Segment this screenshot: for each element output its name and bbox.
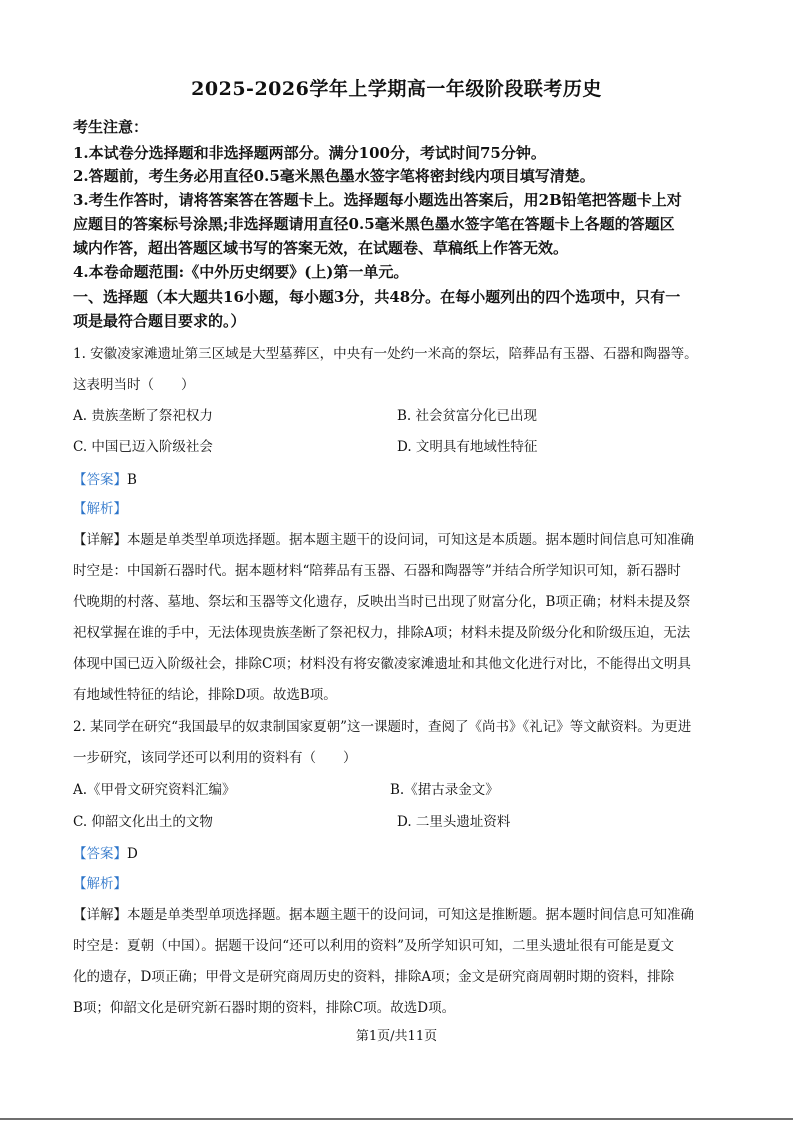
notice-line-6: 4.本卷命题范围:《中外历史纲要》(上)第一单元。	[73, 263, 409, 281]
question-1-stem-line-2: 这表明当时（ ）	[73, 377, 195, 393]
question-1-analysis-tag: 【解析】	[73, 501, 127, 517]
question-2-stem-line-1: 2. 某同学在研究“我国最早的奴隶制国家夏朝”这一课题时，查阅了《尚书》《礼记》等文献资料。为更进	[73, 719, 692, 735]
question-1-option-c: C. 中国已迈入阶级社会	[73, 439, 213, 455]
detail-tag: 【详解】	[73, 532, 127, 548]
page-title: 2025-2026学年上学期高一年级阶段联考历史	[191, 78, 602, 100]
question-2-answer	[73, 842, 138, 862]
question-1-detail-line-1	[73, 528, 694, 548]
detail-text: 本题是单类型单项选择题。据本题主题干的设问词，可知这是本质题。据本题时间信息可知准确	[127, 532, 694, 548]
question-2-option-a: A.《甲骨文研究资料汇编》	[73, 782, 236, 798]
page-number: 第1页/共11页	[355, 1029, 438, 1044]
question-2-option-d: D. 二里头遗址资料	[397, 814, 511, 830]
detail-tag: 【详解】	[73, 907, 127, 923]
question-1-option-b: B. 社会贫富分化已出现	[397, 408, 538, 424]
answer-value: B	[127, 472, 137, 488]
question-2-stem-line-2: 一步研究，该同学还可以利用的资料有（ ）	[73, 750, 357, 766]
question-2-detail-line-1	[73, 903, 694, 923]
question-2-option-c: C. 仰韶文化出土的文物	[73, 814, 213, 830]
question-1-stem-line-1: 1. 安徽凌家滩遗址第三区域是大型墓葬区，中央有一处约一米高的祭坛，陪葬品有玉器、石器和陶器等。	[73, 346, 698, 362]
question-1-option-d: D. 文明具有地域性特征	[397, 439, 538, 455]
section-heading-line-2: 项是最符合题目要求的。）	[73, 312, 246, 330]
question-1-detail-line-3: 代晚期的村落、墓地、祭坛和玉器等文化遗存，反映出当时已出现了财富分化，B项正确；材料未提及祭	[73, 594, 691, 610]
notice-line-3: 3.考生作答时，请将答案答在答题卡上。选择题每小题选出答案后，用2B铅笔把答题卡上对	[73, 191, 682, 209]
notice-line-5: 域内作答，超出答题区域书写的答案无效，在试题卷、草稿纸上作答无效。	[73, 239, 569, 257]
notice-line-1: 1.本试卷分选择题和非选择题两部分。满分100分，考试时间75分钟。	[73, 144, 546, 162]
question-2-detail-line-4: B项；仰韶文化是研究新石器时期的资料，排除C项。故选D项。	[73, 1000, 456, 1016]
section-heading-line-1: 一、选择题（本大题共16小题，每小题3分，共48分。在每小题列出的四个选项中，只有一	[73, 288, 681, 306]
answer-tag: 【答案】	[73, 846, 127, 862]
answer-tag: 【答案】	[73, 472, 127, 488]
notice-line-4: 应题目的答案标号涂黑;非选择题请用直径0.5毫米黑色墨水签字笔在答题卡上各题的答题区	[73, 215, 675, 233]
question-2-analysis-tag: 【解析】	[73, 876, 127, 892]
notice-heading: 考生注意：	[73, 118, 149, 136]
question-2-detail-line-3: 化的遗存，D项正确；甲骨文是研究商周历史的资料，排除A项；金文是研究商周朝时期的资料，排除	[73, 969, 675, 985]
question-2-option-b: B.《捃古录金文》	[390, 782, 499, 798]
question-1-detail-line-4: 祀权掌握在谁的手中，无法体现贵族垄断了祭祀权力，排除A项；材料未提及阶级分化和阶级压迫，无法	[73, 625, 691, 641]
question-1-detail-line-2: 时空是：中国新石器时代。据本题材料“陪葬品有玉器、石器和陶器等”并结合所学知识可知，新石器时	[73, 563, 681, 579]
notice-line-2: 2.答题前，考生务必用直径0.5毫米黑色墨水签字笔将密封线内项目填写清楚。	[73, 167, 595, 185]
question-1-detail-line-6: 有地域性特征的结论，排除D项。故选B项。	[73, 687, 337, 703]
question-1-detail-line-5: 体现中国已迈入阶级社会，排除C项；材料没有将安徽凌家滩遗址和其他文化进行对比，不能得出文明具	[73, 656, 691, 672]
question-2-detail-line-2: 时空是：夏朝（中国）。据题干设问“还可以利用的资料”及所学知识可知，二里头遗址很有可能是夏文	[73, 938, 675, 954]
page-bottom-border	[0, 1118, 793, 1120]
detail-text: 本题是单类型单项选择题。据本题主题干的设问词，可知这是推断题。据本题时间信息可知准确	[127, 907, 694, 923]
answer-value: D	[127, 846, 138, 862]
question-1-option-a: A. 贵族垄断了祭祀权力	[73, 408, 213, 424]
question-1-answer	[73, 468, 137, 488]
